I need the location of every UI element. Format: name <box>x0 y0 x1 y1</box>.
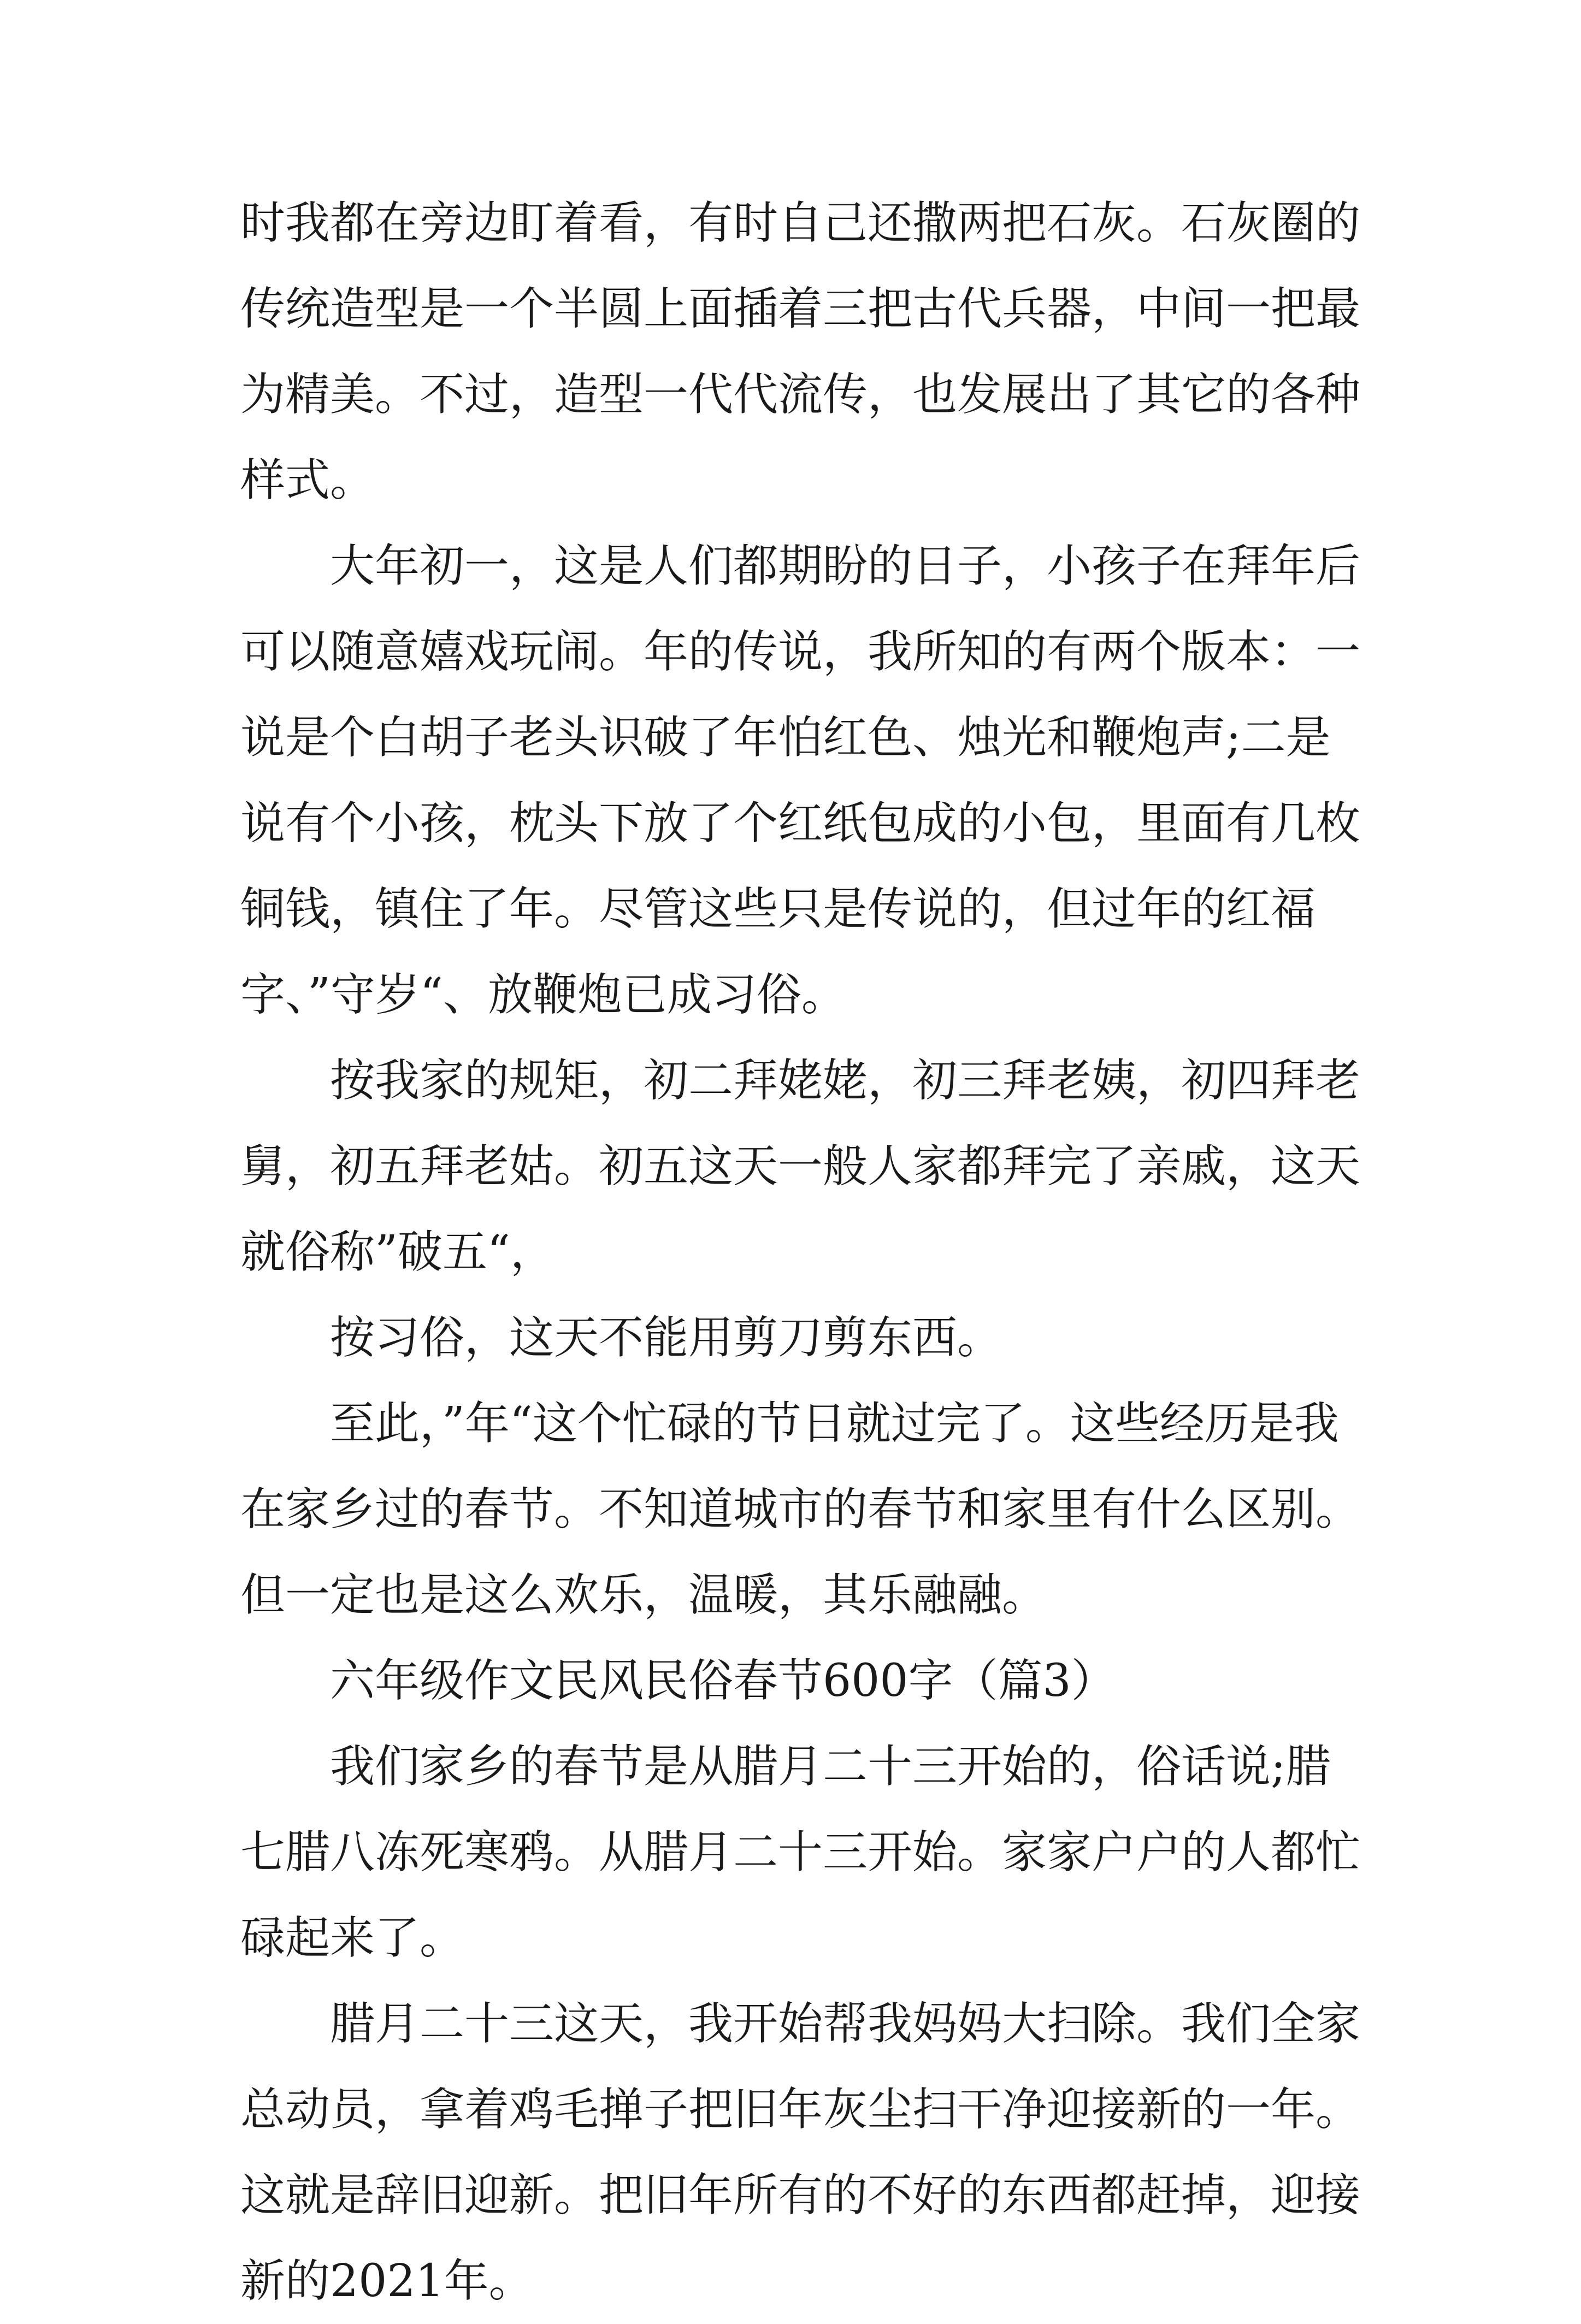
paragraph-2: 大年初一，这是人们都期盼的日子，小孩子在拜年后可以随意嬉戏玩闹。年的传说，我所知的有两个版本：一说是个白胡子老头识破了年怕红色、烛光和鞭炮声;二是说有个小孩，枕头下放了个红纸包成的小包，里面有几枚铜钱，镇住了年。尽管这些只是传说的，但过年的红福字、”守岁“、放鞭炮已成习俗。 <box>240 540 1361 1021</box>
document-body <box>240 180 1360 2324</box>
paragraph-4: 按习俗，这天不能用剪刀剪东西。 <box>330 1312 1002 1364</box>
paragraph-6: 我们家乡的春节是从腊月二十三开始的，俗话说;腊七腊八冻死寒鸦。从腊月二十三开始。家家户户的人都忙碌起来了。 <box>240 1741 1361 1964</box>
paragraph-1: 时我都在旁边盯着看，有时自己还撒两把石灰。石灰圈的传统造型是一个半圆上面插着三把古代兵器，中间一把最为精美。不过，造型一代代流传，也发展出了其它的各种样式。 <box>240 197 1361 506</box>
paragraph-7: 腊月二十三这天，我开始帮我妈妈大扫除。我们全家总动员，拿着鸡毛掸子把旧年灰尘扫干净迎接新的一年。这就是辞旧迎新。把旧年所有的不好的东西都赶掉，迎接新的2021年。 <box>240 1998 1361 2307</box>
paragraph-3: 按我家的规矩，初二拜姥姥，初三拜老姨，初四拜老舅，初五拜老姑。初五这天一般人家都拜完了亲戚，这天就俗称”破五“， <box>240 1055 1361 1278</box>
section-heading: 六年级作文民风民俗春节600字（篇3） <box>330 1655 1116 1707</box>
paragraph-5: 至此，”年“这个忙碌的节日就过完了。这些经历是我在家乡过的春节。不知道城市的春节和家里有什么区别。但一定也是这么欢乐，温暖，其乐融融。 <box>240 1398 1361 1621</box>
